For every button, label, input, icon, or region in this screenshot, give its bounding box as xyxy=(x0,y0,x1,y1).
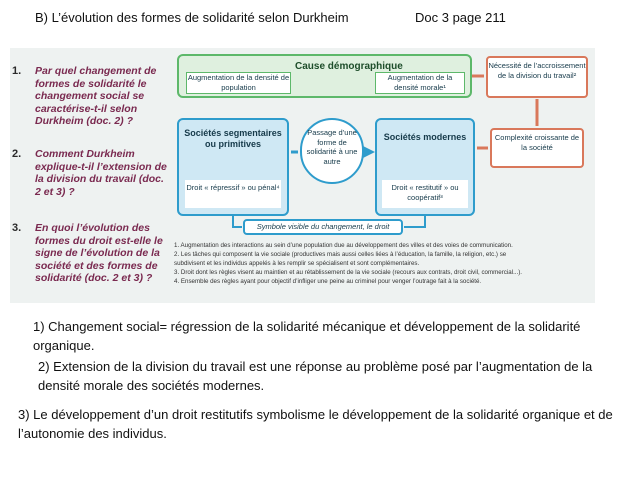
textbook-figure xyxy=(10,48,595,303)
modern-societies-title: Sociétés modernes xyxy=(383,132,467,142)
demographic-cause-label: Cause démographique xyxy=(295,61,403,72)
solidarity-transition-circle: Passage d’une forme de solidarité à une autre xyxy=(300,118,364,184)
figure-legend xyxy=(174,241,592,286)
question-text: En quoi l’évolution des formes du droit est-elle le signe de l’évolution de la société et des formes de solidarité (doc. 2 et 3) ? xyxy=(35,222,163,284)
moral-density-box: Augmentation de la densité morale¹ xyxy=(375,72,465,94)
segmentary-societies-title: Sociétés segmentaires ou primitives xyxy=(184,128,282,149)
modern-societies-box xyxy=(375,118,475,216)
population-density-box: Augmentation de la densité de population xyxy=(187,73,290,92)
segmentary-societies-box xyxy=(177,118,289,216)
division-of-labour-box: Nécessité de l’accroissement de la division du travail² xyxy=(486,56,588,98)
legend-line: 3. Droit dont les règles visent au maintien et au rétablissement de la vie sociale (recours aux contrats, droit civil, commercial...). xyxy=(174,269,523,276)
question-number: 2. xyxy=(12,148,22,160)
slide-title: B) L’évolution des formes de solidarité selon Durkheim xyxy=(35,10,349,25)
repressive-law-box: Droit « répressif » ou pénal⁴ xyxy=(185,180,281,208)
social-complexity-box: Complexité croissante de la société xyxy=(490,128,584,168)
legend-line: 1. Augmentation des interactions au sein d’une population due au développement des villes et des voies de communication. xyxy=(174,242,513,249)
legend-line: subdivisent et les individus appelés à les remplir se spécialisent et sont complémentaires. xyxy=(174,260,420,267)
answer-3: 3) Le développement d’un droit restitutifs symbolisme le développement de la solidarité organique et de l’autonomie des individus. xyxy=(18,407,613,441)
question-number: 3. xyxy=(12,222,22,234)
restitutive-law-box: Droit « restitutif » ou coopératif³ xyxy=(382,180,468,208)
question-number: 1. xyxy=(12,65,22,77)
law-symbol-box: Symbole visible du changement, le droit xyxy=(243,219,403,235)
answer-2: 2) Extension de la division du travail est une réponse au problème posé par l’augmentation de la densité morale des sociétés modernes. xyxy=(38,359,593,393)
legend-line: 2. Les tâches qui composent la vie sociale (productives mais aussi celles liées à l’éducation, la famille, la religion, etc.) se xyxy=(174,251,507,258)
question-text: Comment Durkheim explique-t-il l’extension de la division du travail (doc. 2 et 3) ? xyxy=(35,148,167,198)
document-reference: Doc 3 page 211 xyxy=(415,10,506,25)
answer-1: 1) Changement social= régression de la solidarité mécanique et développement de la solidarité organique. xyxy=(33,319,581,353)
legend-line: 4. Ensemble des règles ayant pour objectif d’infliger une peine au criminel pour venger l’outrage fait à la société. xyxy=(174,278,482,285)
question-text: Par quel changement de formes de solidarité le changement social se caractérise-t-il selon Durkheim (doc. 2) ? xyxy=(35,65,157,127)
